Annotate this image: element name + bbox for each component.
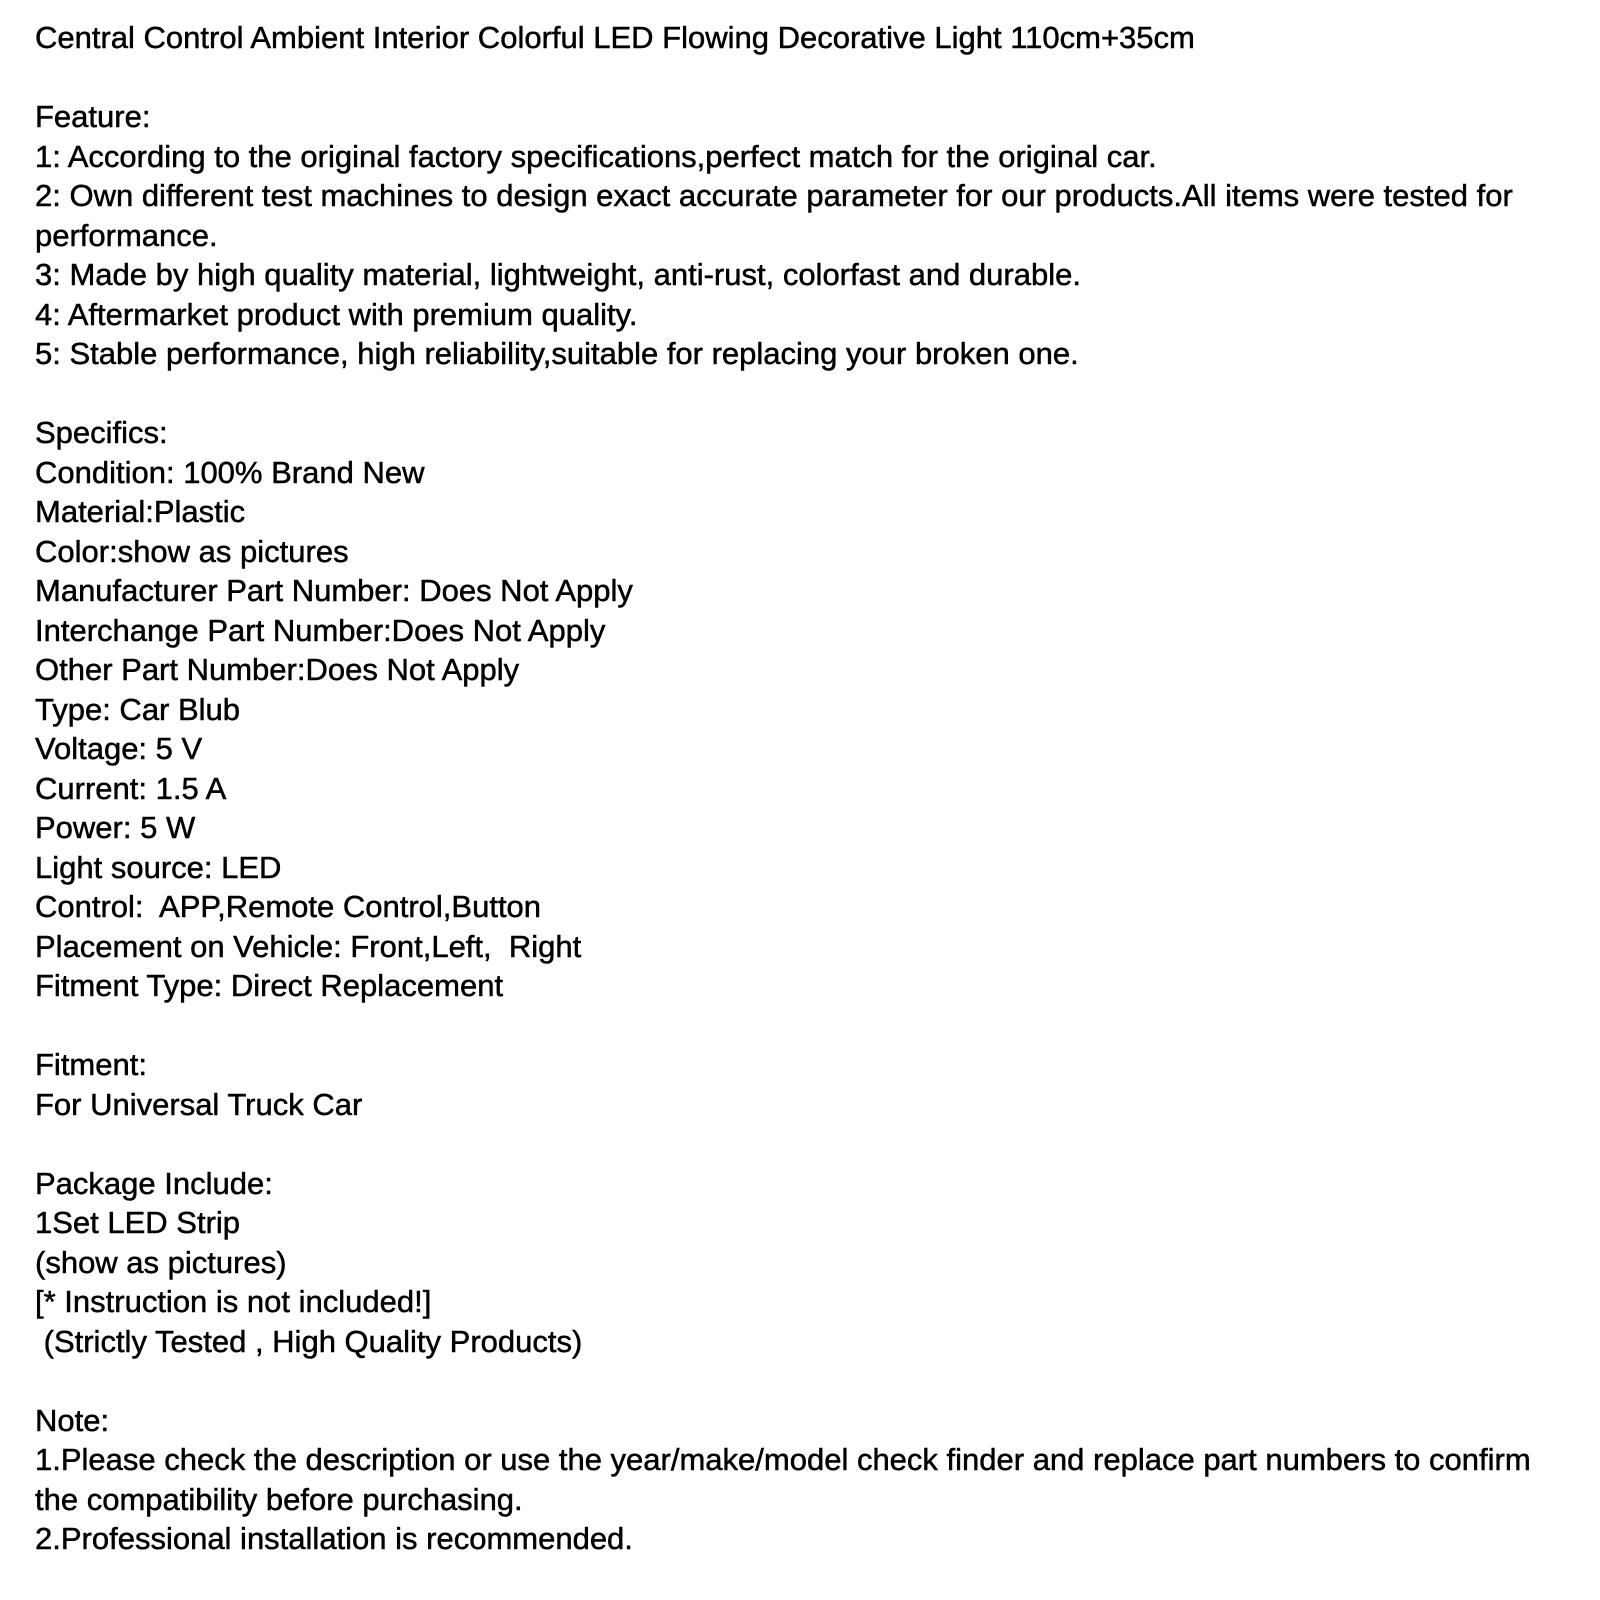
- note-heading: Note:: [35, 1402, 110, 1438]
- package-item-4: (Strictly Tested , High Quality Products): [35, 1323, 583, 1359]
- package-item-2: (show as pictures): [35, 1244, 287, 1280]
- package-heading: Package Include:: [35, 1165, 273, 1201]
- note-item-1: 1.Please check the description or use the year/make/model check finder and replace part numbers to confirm the compatibility before purchasing.: [35, 1442, 1540, 1517]
- spec-interchange-part-number: Interchange Part Number:Does Not Apply: [35, 612, 606, 648]
- note-item-2: 2.Professional installation is recommended.: [35, 1521, 633, 1556]
- spec-light-source: Light source: LED: [35, 849, 282, 885]
- spec-control: Control: APP,Remote Control,Button: [35, 889, 542, 924]
- spec-power: Power: 5 W: [35, 810, 196, 845]
- feature-item-5: 5: Stable performance, high reliability,suitable for replacing your broken one.: [35, 336, 1079, 371]
- spec-manufacturer-part-number: Manufacturer Part Number: Does Not Apply: [35, 573, 633, 608]
- section-fitment: [35, 1045, 1552, 1124]
- package-item-3: [* Instruction is not included!]: [35, 1284, 432, 1319]
- spec-placement: Placement on Vehicle: Front,Left, Right: [35, 928, 582, 964]
- spec-type: Type: Car Blub: [35, 691, 241, 727]
- specifics-heading: Specifics:: [35, 415, 168, 450]
- product-title: Central Control Ambient Interior Colorful LED Flowing Decorative Light 110cm+35cm: [35, 20, 1195, 55]
- section-package-include: [35, 1164, 1552, 1362]
- spec-voltage: Voltage: 5 V: [35, 731, 203, 766]
- feature-item-2: 2: Own different test machines to design exact accurate parameter for our products.All items were tested for performance.: [35, 178, 1522, 253]
- section-feature: [35, 97, 1552, 374]
- feature-item-3: 3: Made by high quality material, lightweight, anti-rust, colorfast and durable.: [35, 257, 1081, 292]
- package-item-1: 1Set LED Strip: [35, 1205, 241, 1240]
- feature-heading: Feature:: [35, 99, 151, 134]
- section-specifics: [35, 413, 1552, 1006]
- spec-fitment-type: Fitment Type: Direct Replacement: [35, 968, 504, 1003]
- spec-condition: Condition: 100% Brand New: [35, 454, 425, 490]
- feature-item-1: 1: According to the original factory specifications,perfect match for the original car.: [35, 138, 1157, 174]
- fitment-line: For Universal Truck Car: [35, 1086, 363, 1122]
- section-note: [35, 1401, 1552, 1559]
- spec-current: Current: 1.5 A: [35, 770, 227, 806]
- spec-material: Material:Plastic: [35, 494, 246, 529]
- feature-item-4: 4: Aftermarket product with premium quality.: [35, 296, 638, 332]
- spec-color: Color:show as pictures: [35, 533, 349, 569]
- spec-other-part-number: Other Part Number:Does Not Apply: [35, 652, 520, 687]
- fitment-heading: Fitment:: [35, 1047, 147, 1082]
